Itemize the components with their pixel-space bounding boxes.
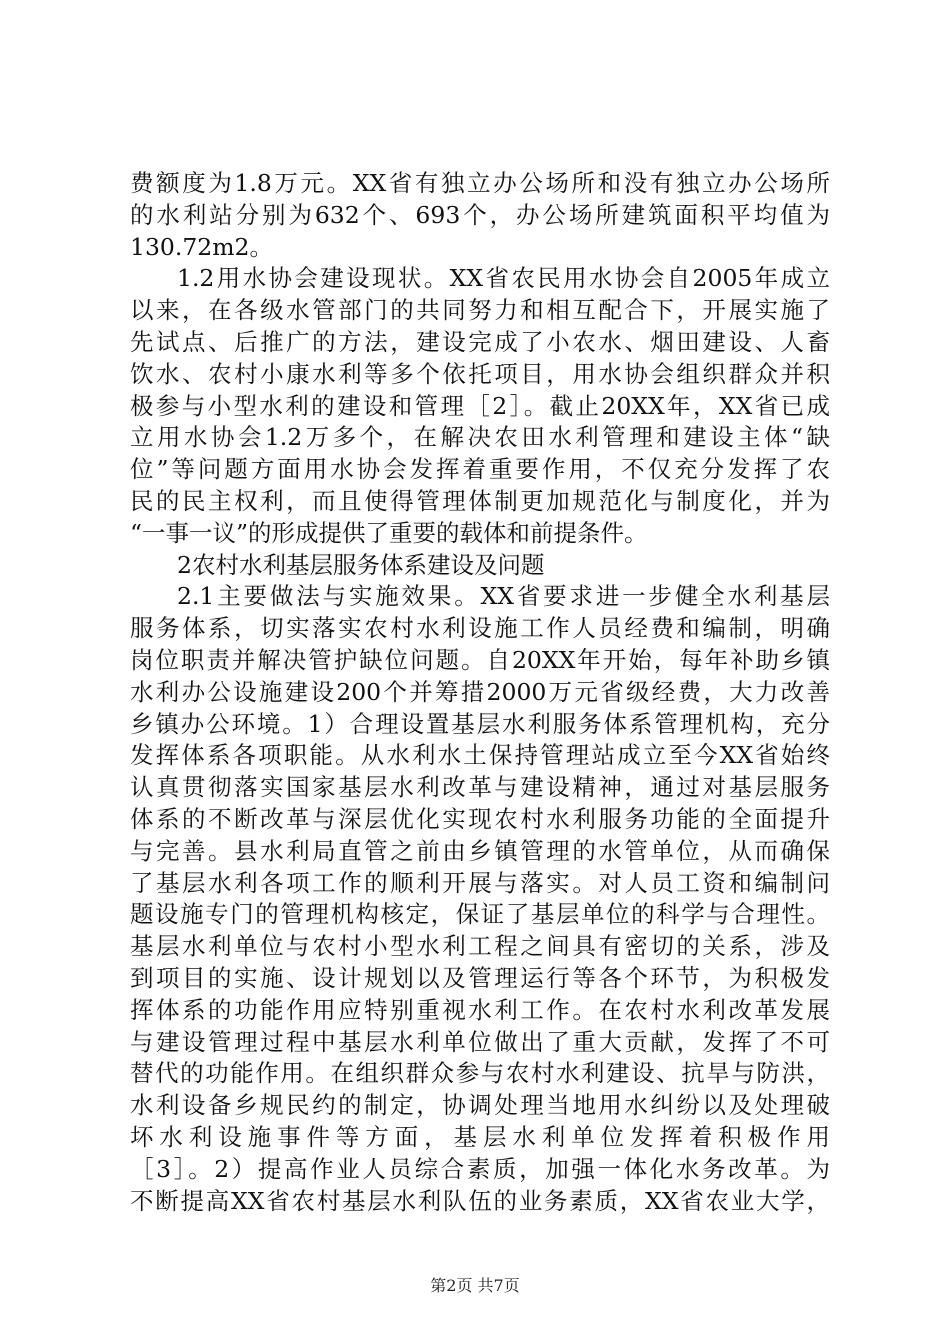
text-line: 水利设备乡规民约的制定，协调处理当地用水纠纷以及处理破 (130, 1091, 830, 1120)
text-line: ［3］。2）提高作业人员综合素质，加强一体化水务改革。为 (130, 1154, 830, 1183)
text-line: 乡镇办公环境。1）合理设置基层水利服务体系管理机构，充分 (130, 709, 830, 738)
text-line: 极参与小型水利的建设和管理［2］。截止20XX年，XX省已成 (130, 391, 830, 420)
text-line: 服务体系，切实落实农村水利设施工作人员经费和编制，明确 (130, 614, 830, 643)
text-line: 岗位职责并解决管护缺位问题。自20XX年开始，每年补助乡镇 (130, 645, 830, 674)
text-line: “一事一议”的形成提供了重要的载体和前提条件。 (130, 518, 648, 547)
text-line: 民的民主权利，而且使得管理体制更加规范化与制度化，并为 (130, 486, 830, 515)
text-line: 体系的不断改革与深层优化实现农村水利服务功能的全面提升 (130, 804, 830, 833)
text-line: 的水利站分别为632个、693个，办公场所建筑面积平均值为 (130, 200, 830, 229)
text-line: 坏水利设施事件等方面，基层水利单位发挥着积极作用 (130, 1122, 830, 1151)
text-line: 立用水协会1.2万多个，在解决农田水利管理和建设主体“缺 (130, 423, 830, 452)
text-line: 认真贯彻落实国家基层水利改革与建设精神，通过对基层服务 (130, 773, 830, 802)
text-line: 先试点、后推广的方法，建设完成了小农水、烟田建设、人畜 (130, 327, 830, 356)
text-line: 与完善。县水利局直管之前由乡镇管理的水管单位，从而确保 (130, 836, 830, 865)
text-line: 替代的功能作用。在组织群众参与农村水利建设、抗旱与防洪， (130, 1059, 830, 1088)
text-line: 2.1主要做法与实施效果。XX省要求进一步健全水利基层 (177, 582, 830, 611)
text-line: 位”等问题方面用水协会发挥着重要作用，不仅充分发挥了农 (130, 455, 830, 484)
text-line: 挥体系的功能作用应特别重视水利工作。在农村水利改革发展 (130, 995, 830, 1024)
text-line: 以来，在各级水管部门的共同努力和相互配合下，开展实施了 (130, 296, 830, 325)
text-line: 水利办公设施建设200个并筹措2000万元省级经费，大力改善 (130, 677, 830, 706)
page-footer: 第2页 共7页 (430, 1276, 520, 1295)
text-line: 了基层水利各项工作的顺利开展与落实。对人员工资和编制问 (130, 868, 830, 897)
text-line: 与建设管理过程中基层水利单位做出了重大贡献，发挥了不可 (130, 1027, 830, 1056)
text-line: 基层水利单位与农村小型水利工程之间具有密切的关系，涉及 (130, 932, 830, 961)
text-line: 2农村水利基层服务体系建设及问题 (177, 550, 545, 579)
text-line: 1.2用水协会建设现状。XX省农民用水协会自2005年成立 (177, 264, 830, 293)
text-line: 不断提高XX省农村基层水利队伍的业务素质，XX省农业大学， (130, 1186, 830, 1215)
text-line: 费额度为1.8万元。XX省有独立办公场所和没有独立办公场所 (130, 169, 830, 197)
text-line: 题设施专门的管理机构核定，保证了基层单位的科学与合理性。 (130, 900, 830, 929)
text-line: 130.72m2。 (130, 232, 273, 261)
document-body (130, 168, 830, 1217)
text-line: 饮水、农村小康水利等多个依托项目，用水协会组织群众并积 (130, 359, 830, 388)
text-line: 到项目的实施、设计规划以及管理运行等各个环节，为积极发 (130, 963, 830, 992)
text-line: 发挥体系各项职能。从水利水土保持管理站成立至今XX省始终 (130, 741, 830, 770)
